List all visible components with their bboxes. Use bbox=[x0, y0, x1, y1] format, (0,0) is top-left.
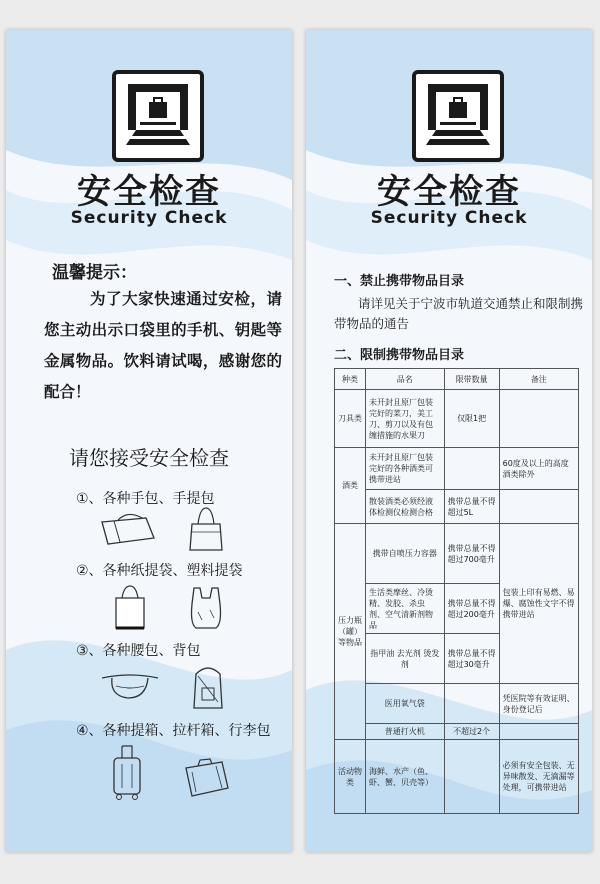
quantity-cell: 携带总量不得超过30毫升 bbox=[444, 634, 499, 684]
category-label: ②、各种纸提袋、塑料提袋 bbox=[76, 563, 243, 579]
quantity-cell bbox=[444, 684, 499, 724]
note-cell bbox=[499, 490, 578, 524]
title-en: Security Check bbox=[70, 208, 228, 228]
right-banner bbox=[306, 30, 592, 852]
tip-heading: 温馨提示： bbox=[52, 263, 137, 283]
scanner-icon bbox=[122, 80, 194, 152]
category-cell: 酒类 bbox=[335, 448, 366, 524]
header-name: 品名 bbox=[366, 369, 445, 390]
note-cell: 包装上印有易燃、易爆、腐蚀性文字不得携带进站 bbox=[499, 524, 578, 684]
handbag-icon bbox=[186, 506, 226, 552]
clutch-bag-icon bbox=[98, 512, 158, 548]
header-quantity: 限带数量 bbox=[444, 369, 499, 390]
scanner-icon bbox=[422, 80, 494, 152]
name-cell: 未开封且原厂包装完好的菜刀，美工刀、剪刀以及有包缠措施的水果刀 bbox=[366, 390, 445, 448]
name-cell: 散装酒类必须经液体检测仪检测合格 bbox=[366, 490, 445, 524]
category-cell: 压力瓶（罐）等物品 bbox=[335, 524, 366, 740]
quantity-cell: 不超过2个 bbox=[444, 724, 499, 740]
title-cn: 安全检查 bbox=[77, 172, 221, 212]
name-cell: 携带自喷压力容器 bbox=[366, 524, 445, 584]
section1-body: 请详见关于宁波市轨道交通禁止和限制携带物品的通告 bbox=[334, 296, 584, 331]
name-cell: 海鲜、水产（鱼、虾、蟹、贝壳等） bbox=[366, 740, 445, 814]
plastic-bag-icon bbox=[188, 584, 224, 630]
tip-body: 为了大家快速通过安检，请您主动出示口袋里的手机、钥匙等金属物品。饮料请试喝，感谢您的配合！ bbox=[44, 290, 282, 401]
name-cell: 未开封且原厂包装完好的各种酒类可携带进站 bbox=[366, 448, 445, 490]
suitcase-icon bbox=[182, 758, 230, 798]
quantity-cell bbox=[444, 740, 499, 814]
category-cell: 活动物类 bbox=[335, 740, 366, 814]
accept-check-text: 请您接受安全检查 bbox=[69, 446, 229, 470]
restricted-items-table bbox=[334, 368, 579, 814]
name-cell: 指甲油 去光剂 烫发剂 bbox=[366, 634, 445, 684]
name-cell: 医用氧气袋 bbox=[366, 684, 445, 724]
title-cn: 安全检查 bbox=[377, 172, 521, 212]
header-note: 备注 bbox=[499, 369, 578, 390]
category-label: ①、各种手包、手提包 bbox=[76, 491, 215, 507]
quantity-cell: 仅限1把 bbox=[444, 390, 499, 448]
name-cell: 普通打火机 bbox=[366, 724, 445, 740]
quantity-cell bbox=[444, 448, 499, 490]
note-cell: 60度及以上的高度酒类除外 bbox=[499, 448, 578, 490]
backpack-icon bbox=[188, 662, 228, 710]
note-cell bbox=[499, 390, 578, 448]
category-label: ④、各种提箱、拉杆箱、行李包 bbox=[76, 723, 271, 739]
note-cell bbox=[499, 724, 578, 740]
quantity-cell: 携带总量不得超过5L bbox=[444, 490, 499, 524]
table-row bbox=[335, 390, 579, 448]
security-check-logo bbox=[112, 70, 204, 162]
table-row bbox=[335, 490, 579, 524]
category-label: ③、各种腰包、背包 bbox=[76, 643, 201, 659]
note-cell: 凭医院等有效证明、身份登记后 bbox=[499, 684, 578, 724]
security-check-logo bbox=[412, 70, 504, 162]
table-row bbox=[335, 524, 579, 584]
paper-bag-icon bbox=[110, 584, 150, 630]
title-en: Security Check bbox=[370, 208, 528, 228]
quantity-cell: 携带总量不得超过700毫升 bbox=[444, 524, 499, 584]
quantity-cell: 携带总量不得超过200毫升 bbox=[444, 584, 499, 634]
table-row bbox=[335, 724, 579, 740]
note-cell: 必须有安全包装、无异味散发、无滴漏等处理，可携带进站 bbox=[499, 740, 578, 814]
left-banner bbox=[6, 30, 292, 852]
section2-title: 二、限制携带物品目录 bbox=[334, 348, 465, 363]
section1-title: 一、禁止携带物品目录 bbox=[334, 274, 465, 289]
table-row bbox=[335, 448, 579, 490]
header-category: 种类 bbox=[335, 369, 366, 390]
table-row bbox=[335, 740, 579, 814]
trolley-case-icon bbox=[110, 744, 144, 802]
category-cell: 刀具类 bbox=[335, 390, 366, 448]
name-cell: 生活类摩丝、冷烫精、发胶、杀虫剂、空气清新剂物品 bbox=[366, 584, 445, 634]
table-row bbox=[335, 684, 579, 724]
waist-bag-icon bbox=[100, 670, 160, 702]
table-header-row bbox=[335, 369, 579, 390]
